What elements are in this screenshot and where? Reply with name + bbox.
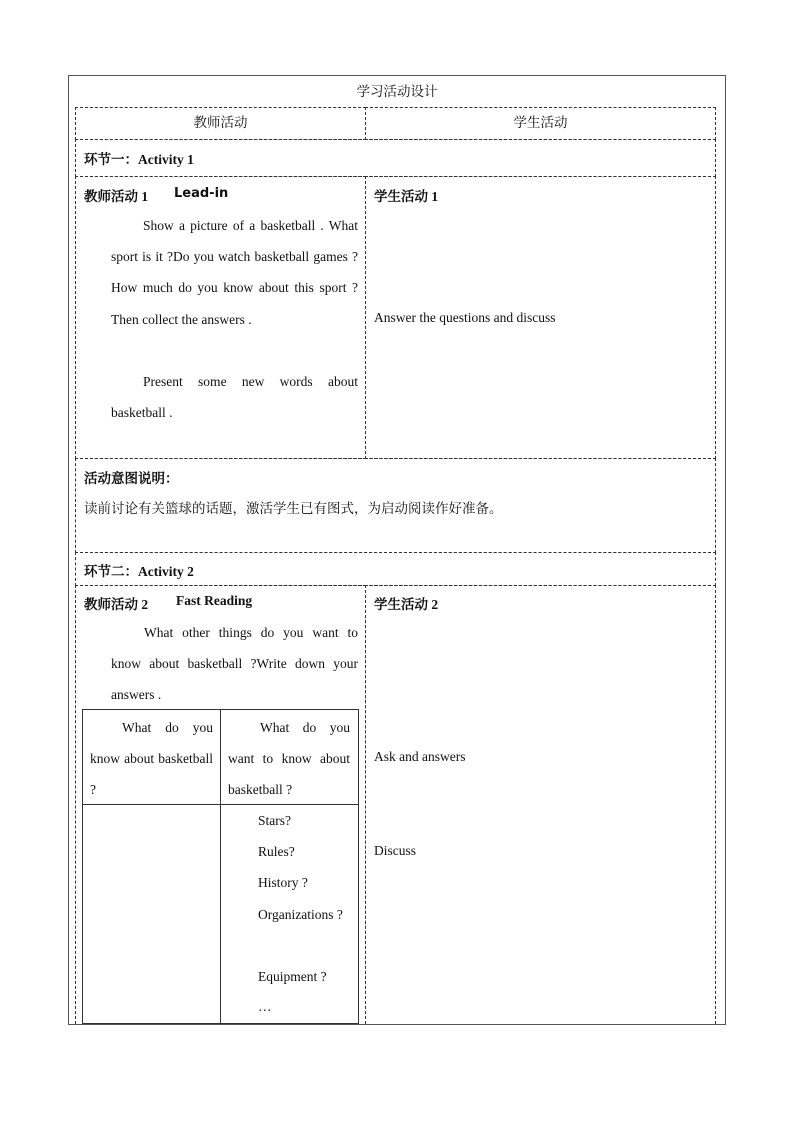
inner-question-table: [82, 709, 359, 1024]
inner-header-know: [83, 710, 221, 805]
inner-body-want: [220, 804, 358, 1023]
section1-teacher-para1: Show a picture of a basketball . What sport is it ?Do you watch basketball games ?How much do you know about this sport ?Then collect the answers .: [111, 218, 358, 327]
section1-title: 环节一：Activity 1: [84, 152, 194, 167]
section1-student-text: Answer the questions and discuss: [374, 310, 556, 325]
list-item: …: [258, 999, 272, 1014]
section2-teacher-label: 教师活动 2: [84, 597, 149, 612]
inner-header-know-text: What do you know about basketball ?: [90, 720, 213, 798]
list-item: History ?: [258, 875, 308, 890]
intent-text: 读前讨论有关篮球的话题，激活学生已有图式，为启动阅读作好准备。: [84, 501, 503, 516]
section2-teacher-para: What other things do you want to know about basketball ?Write down your answers .: [111, 625, 358, 703]
section1-teacher-para2: Present some new words about basketball .: [111, 374, 358, 421]
list-item: Equipment ?: [258, 969, 327, 984]
inner-header-want-text: What do you want to know about basketball ?: [228, 720, 350, 798]
section2-student-label: 学生活动 2: [374, 597, 439, 612]
section1-teacher-sub: Lead-in: [174, 186, 229, 201]
section2-row: [75, 552, 716, 586]
section1-student-label: 学生活动 1: [374, 189, 439, 204]
teacher-column-header: 教师活动: [75, 107, 366, 140]
intent-label: 活动意图说明：: [84, 471, 179, 486]
section2-student-text1: Ask and answers: [374, 749, 466, 764]
section1-teacher-cell: [75, 176, 366, 459]
section2-title: 环节二：Activity 2: [84, 564, 194, 579]
section2-teacher-sub: Fast Reading: [176, 593, 253, 608]
section1-student-cell: [365, 176, 716, 459]
section1-teacher-label: 教师活动 1: [84, 189, 149, 204]
section2-student-text2: Discuss: [374, 843, 417, 858]
section2-student-cell: [365, 585, 716, 1024]
inner-header-want: [220, 710, 358, 805]
section1-row: [75, 139, 716, 177]
inner-body-know: [83, 804, 221, 1023]
list-item: Organizations ?: [258, 907, 343, 922]
intent-cell: [75, 458, 716, 553]
student-column-header: 学生活动: [365, 107, 716, 140]
list-item: Stars?: [258, 813, 291, 828]
table-title: 学习活动设计: [356, 84, 438, 100]
list-item: Rules?: [258, 844, 295, 859]
